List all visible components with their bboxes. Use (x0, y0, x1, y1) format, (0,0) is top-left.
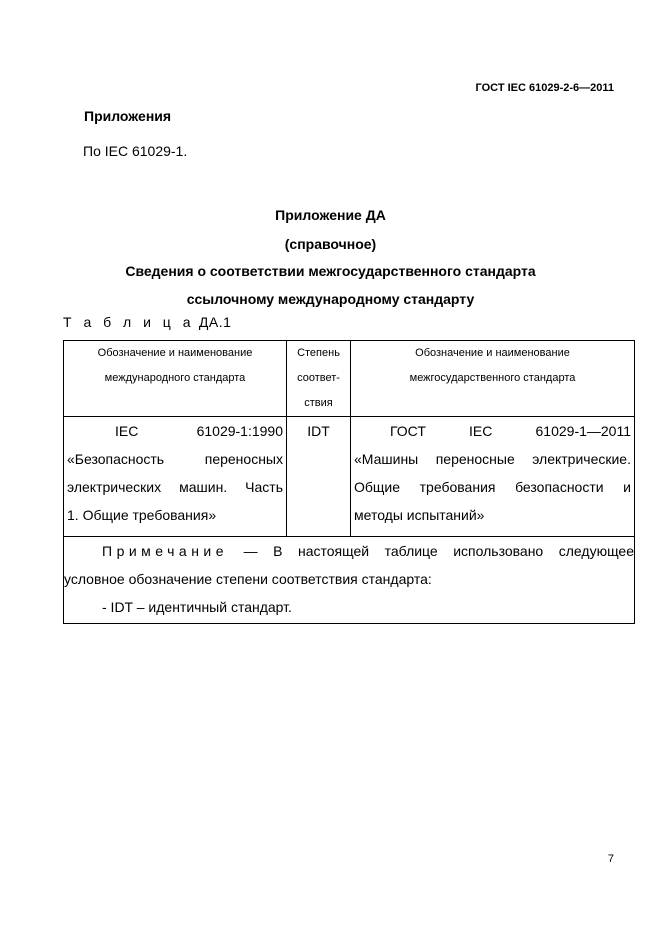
table-note (64, 537, 635, 624)
table-caption-prefix: Т а б л и ц а (63, 314, 195, 330)
correspondence-table (63, 340, 635, 624)
cell-intl-standard (64, 417, 287, 537)
header-degree (287, 341, 351, 417)
note-line1 (64, 537, 634, 565)
cell-degree: IDT (287, 417, 351, 537)
table-caption-number: ДА.1 (198, 314, 232, 330)
page-number: 7 (607, 853, 614, 865)
intl-line4: 1. Общие требования» (67, 507, 217, 523)
appendices-heading: Приложения (84, 108, 172, 124)
header-interstate-line1: Обозначение и наименование (415, 347, 570, 359)
intl-line1: IEC 61029-1:1990 (115, 423, 283, 439)
header-degree-line1: Степень (297, 347, 340, 359)
cell-interstate-standard (351, 417, 635, 537)
table-caption (63, 314, 231, 330)
header-interstate-line2: межгосударственного стандарта (409, 372, 576, 384)
table-note-row (64, 537, 635, 624)
interstate-line1: ГОСТ IEC 61029-1—2011 (390, 423, 631, 439)
annex-title: Приложение ДА (275, 207, 386, 223)
note-label: Примечание (102, 543, 229, 559)
header-intl-line1: Обозначение и наименование (97, 347, 253, 359)
interstate-line3: Общие требования безопасности и (354, 479, 631, 495)
interstate-line4: методы испытаний» (354, 507, 485, 523)
header-intl-standard (64, 341, 287, 417)
header-degree-line2: соответ- (297, 372, 340, 384)
annex-subtitle-line1: Сведения о соответствии межгосударственного стандарта (125, 263, 536, 279)
intl-line2: «Безопасность переносных (67, 451, 283, 467)
header-interstate-standard (351, 341, 635, 417)
note-line3: - IDT – идентичный стандарт. (102, 599, 292, 615)
header-intl-line2: международного стандарта (104, 372, 246, 384)
table-header-row (64, 341, 635, 417)
header-degree-line3: ствия (304, 397, 333, 409)
document-code: ГОСТ IEC 61029-2-6—2011 (475, 82, 614, 94)
annex-subtitle-line2: ссылочному международному стандарту (186, 291, 475, 307)
appendices-reference: По IEC 61029-1. (83, 143, 188, 159)
note-line2: условное обозначение степени соответствия стандарта: (64, 571, 432, 587)
note-line1-text: — В настоящей таблице использовано следующее (228, 543, 634, 559)
interstate-line2: «Машины переносные электрические. (354, 451, 631, 467)
intl-line3: электрических машин. Часть (67, 479, 283, 495)
table-row (64, 417, 635, 537)
annex-status: (справочное) (284, 236, 377, 252)
